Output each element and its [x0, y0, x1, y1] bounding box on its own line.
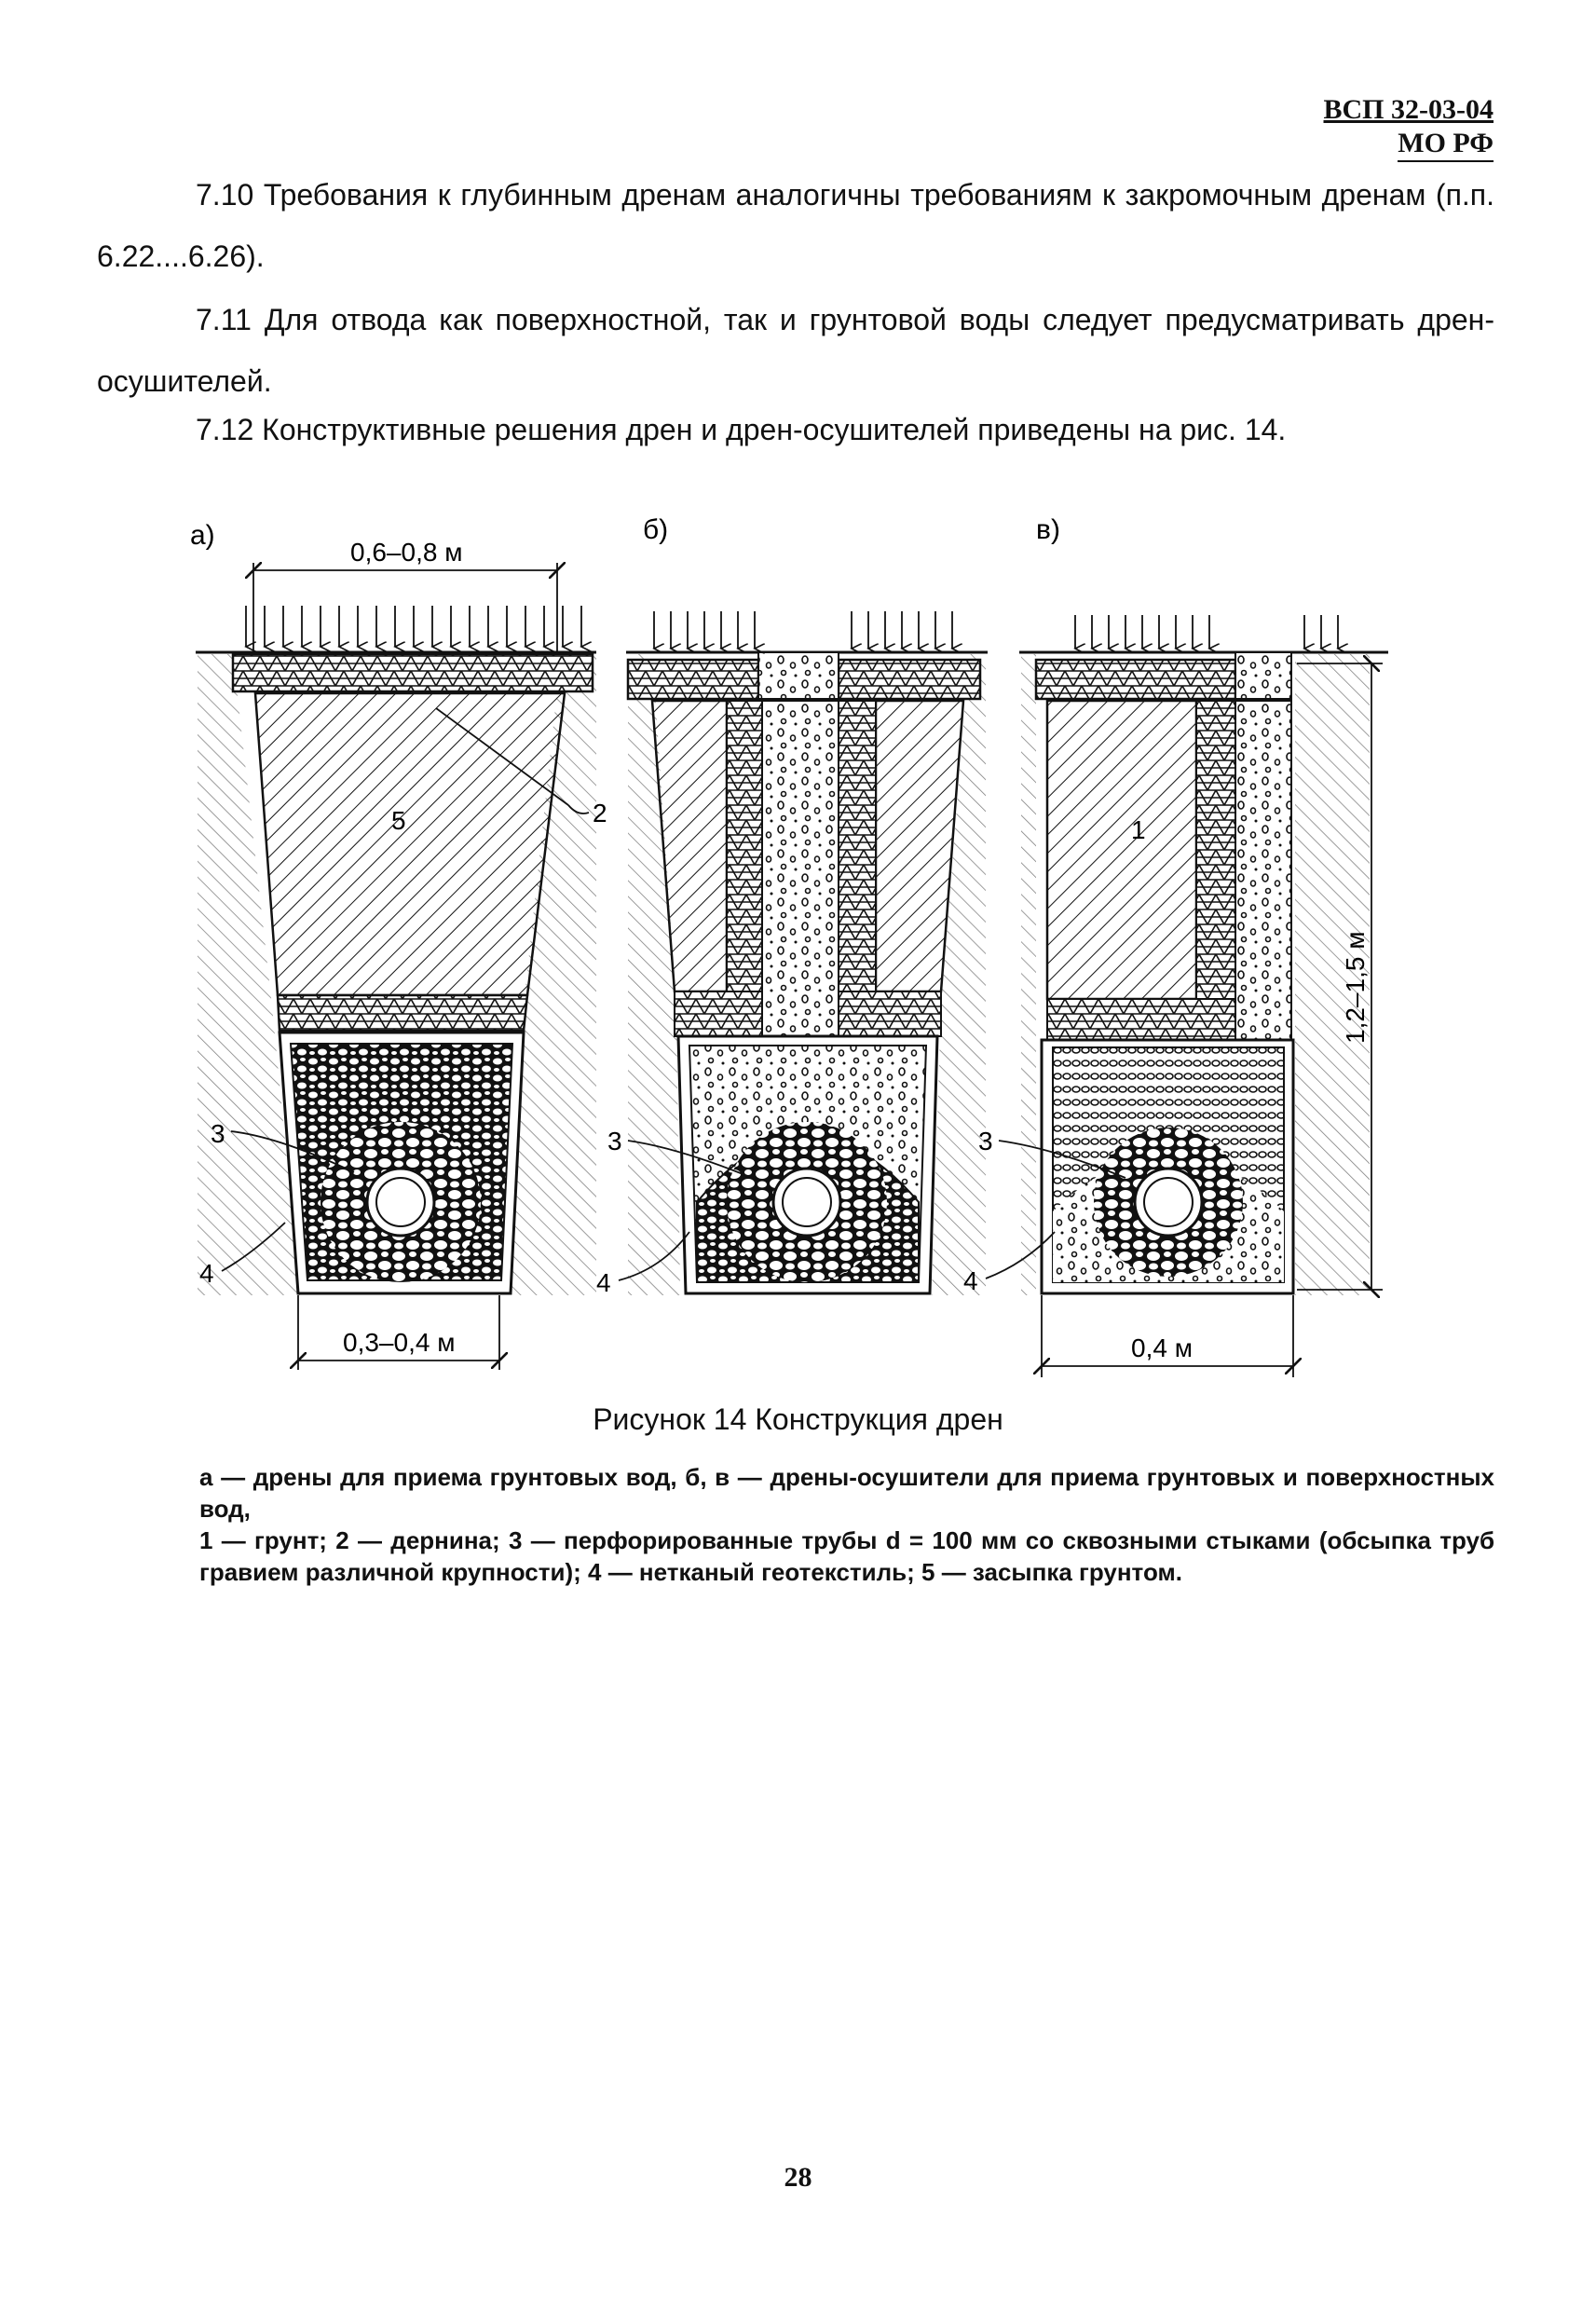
panel-c-bottom-dimension [1042, 1295, 1293, 1377]
callout-5: 5 [391, 806, 406, 835]
panel-c-drain [963, 615, 1388, 1377]
document-org: МО РФ [1398, 127, 1494, 162]
callout-4-b: 4 [596, 1268, 611, 1297]
panel-c-water-arrows [1075, 615, 1338, 649]
panel-a-top-dimension [253, 538, 557, 652]
callout-3-b: 3 [607, 1127, 622, 1156]
callout-3-c: 3 [978, 1127, 993, 1156]
callout-3-a: 3 [211, 1119, 225, 1148]
panel-b-drain [596, 611, 988, 1297]
panel-label-a: а) [190, 520, 215, 551]
panel-b-water-arrows [654, 611, 952, 649]
panel-a-drain [196, 538, 607, 1370]
figure-caption: Рисунок 14 Конструкция дрен [593, 1402, 1003, 1436]
legend-line-2: 1 — грунт; 2 — дернина; 3 — перфорированные трубы d = 100 мм со сквозными стыками (обсыпка труб гравием различной крупности); 4 — нетканый геотекстиль; 5 — засыпка грунтом. [199, 1526, 1494, 1586]
dimension-top-width-a: 0,6–0,8 м [350, 538, 463, 567]
dimension-bottom-width-c: 0,4 м [1131, 1333, 1193, 1362]
dimension-height: 1,2–1,5 м [1341, 931, 1370, 1044]
paragraph-7-12-text: 7.12 Конструктивные решения дрен и дрен-осушителей приведены на рис. 14. [196, 413, 1287, 446]
panel-label-c: в) [1036, 514, 1060, 545]
callout-4-a: 4 [199, 1259, 214, 1288]
document-code: ВСП 32-03-04 [1323, 94, 1494, 125]
panel-a-water-arrows [246, 606, 581, 647]
callout-1: 1 [1131, 815, 1146, 844]
panel-label-b: б) [643, 514, 669, 545]
callout-2: 2 [593, 799, 607, 827]
legend-line-1: а — дрены для приема грунтовых вод, б, в — дрены-осушители для приема грунтовых и поверхностных вод, [199, 1463, 1494, 1523]
figure-legend [199, 1461, 1494, 1588]
page-number: 28 [784, 2162, 812, 2193]
paragraph-7-11-text: 7.11 Для отвода как поверхностной, так и грунтовой воды следует предусматривать дрен-осушителей. [97, 303, 1494, 398]
panel-a-bottom-dimension [298, 1295, 499, 1370]
paragraph-7-10-text: 7.10 Требования к глубинным дренам аналогичны требованиям к закромочным дренам (п.п. 6.22....6.26). [97, 178, 1494, 273]
dimension-bottom-width-a: 0,3–0,4 м [343, 1328, 456, 1357]
callout-4-c: 4 [963, 1266, 978, 1295]
